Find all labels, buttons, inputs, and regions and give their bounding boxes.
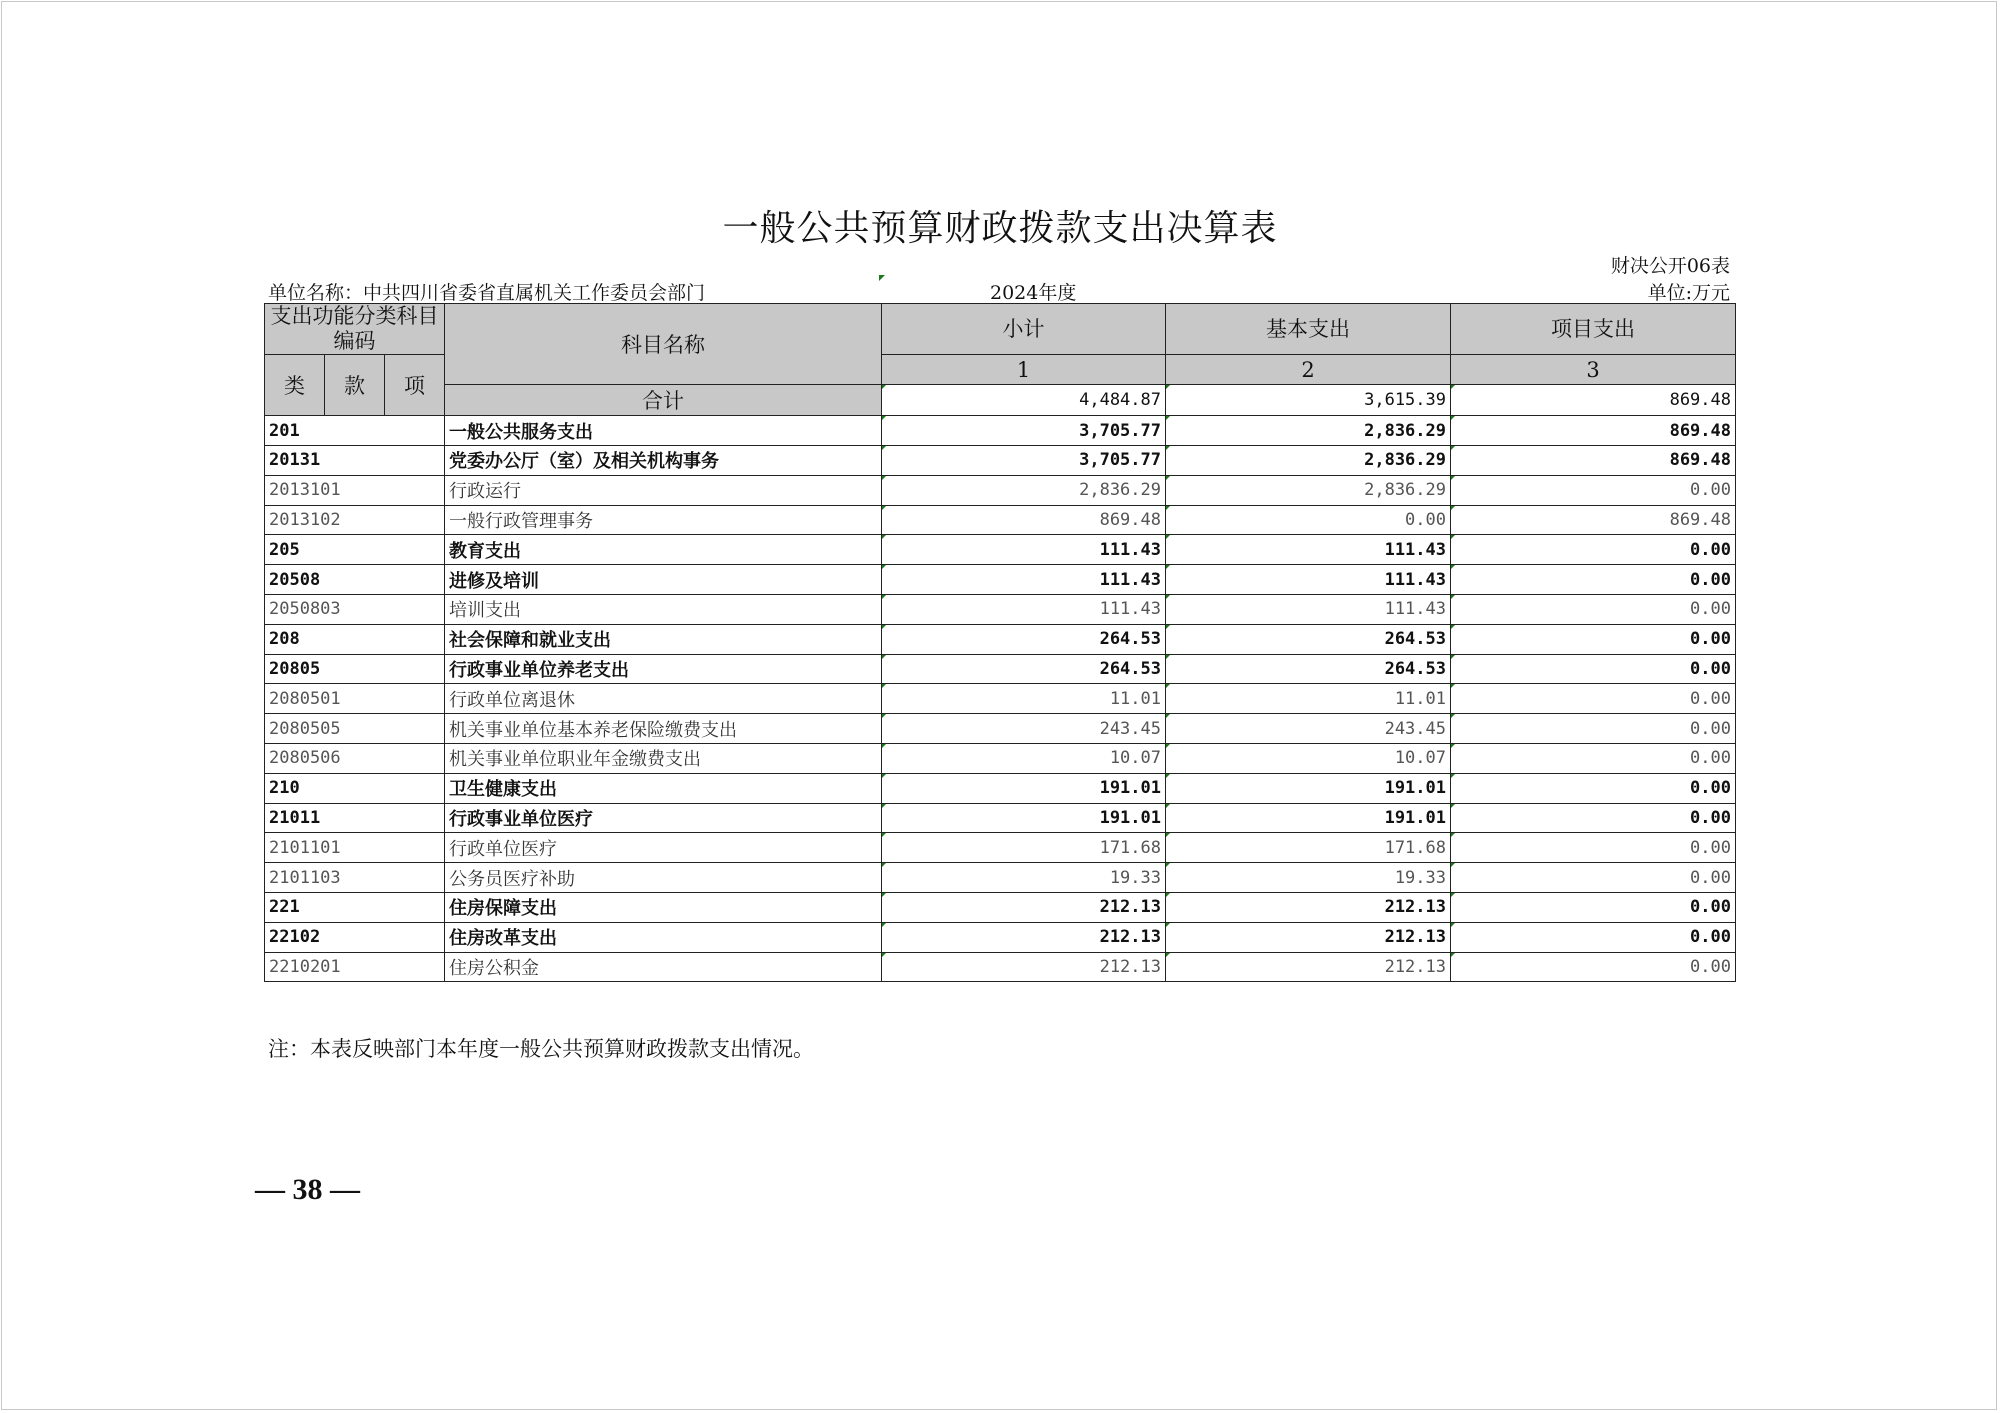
- row-subtotal: 243.45: [882, 714, 1166, 744]
- table-row: [265, 505, 1736, 535]
- row-code: 21011: [265, 803, 445, 833]
- row-basic: 243.45: [1166, 714, 1451, 744]
- table-row: [265, 535, 1736, 565]
- row-basic: 171.68: [1166, 833, 1451, 863]
- row-name: 培训支出: [445, 594, 882, 624]
- row-project: 0.00: [1451, 743, 1736, 773]
- name-header: 科目名称: [445, 304, 882, 385]
- row-basic: 111.43: [1166, 594, 1451, 624]
- row-project: 0.00: [1451, 654, 1736, 684]
- row-subtotal: 111.43: [882, 565, 1166, 595]
- row-name: 党委办公厅（室）及相关机构事务: [445, 445, 882, 475]
- table-row: [265, 892, 1736, 922]
- fiscal-year: 2024年度: [990, 282, 1077, 304]
- table-row: [265, 416, 1736, 446]
- page-title: 一般公共预算财政拨款支出决算表: [722, 208, 1278, 249]
- row-name: 卫生健康支出: [445, 773, 882, 803]
- row-project: 0.00: [1451, 684, 1736, 714]
- row-project: 0.00: [1451, 535, 1736, 565]
- row-project: 0.00: [1451, 565, 1736, 595]
- row-code: 2101103: [265, 863, 445, 893]
- row-code: 2050803: [265, 594, 445, 624]
- row-code: 2013102: [265, 505, 445, 535]
- row-code: 210: [265, 773, 445, 803]
- row-basic: 212.13: [1166, 952, 1451, 982]
- row-subtotal: 212.13: [882, 922, 1166, 952]
- row-project: 0.00: [1451, 714, 1736, 744]
- cell-marker-icon: [879, 275, 885, 281]
- row-subtotal: 3,705.77: [882, 445, 1166, 475]
- col-number-2: 2: [1166, 355, 1451, 385]
- row-project: 0.00: [1451, 922, 1736, 952]
- row-name: 公务员医疗补助: [445, 863, 882, 893]
- row-basic: 0.00: [1166, 505, 1451, 535]
- row-subtotal: 191.01: [882, 803, 1166, 833]
- row-subtotal: 191.01: [882, 773, 1166, 803]
- total-basic: 3,615.39: [1166, 385, 1451, 416]
- table-row: [265, 594, 1736, 624]
- unit-name: 单位名称：中共四川省委省直属机关工作委员会部门: [268, 282, 706, 304]
- row-basic: 212.13: [1166, 922, 1451, 952]
- row-code: 22102: [265, 922, 445, 952]
- table-row: [265, 922, 1736, 952]
- row-code: 2013101: [265, 475, 445, 505]
- row-subtotal: 212.13: [882, 892, 1166, 922]
- row-subtotal: 264.53: [882, 654, 1166, 684]
- total-project: 869.48: [1451, 385, 1736, 416]
- row-basic: 191.01: [1166, 773, 1451, 803]
- row-basic: 10.07: [1166, 743, 1451, 773]
- table-row: [265, 475, 1736, 505]
- row-code: 2210201: [265, 952, 445, 982]
- row-name: 住房改革支出: [445, 922, 882, 952]
- row-project: 0.00: [1451, 624, 1736, 654]
- row-code: 2080506: [265, 743, 445, 773]
- row-code: 20508: [265, 565, 445, 595]
- row-subtotal: 869.48: [882, 505, 1166, 535]
- row-project: 0.00: [1451, 833, 1736, 863]
- form-number: 财决公开06表: [1610, 255, 1730, 277]
- table-row: [265, 743, 1736, 773]
- row-project: 0.00: [1451, 952, 1736, 982]
- row-project: 0.00: [1451, 773, 1736, 803]
- row-basic: 264.53: [1166, 654, 1451, 684]
- page-number: — 38 —: [255, 1173, 360, 1206]
- col-number-1: 1: [882, 355, 1166, 385]
- table-row: [265, 833, 1736, 863]
- row-basic: 19.33: [1166, 863, 1451, 893]
- row-name: 行政运行: [445, 475, 882, 505]
- row-basic: 111.43: [1166, 565, 1451, 595]
- row-name: 一般公共服务支出: [445, 416, 882, 446]
- row-name: 机关事业单位职业年金缴费支出: [445, 743, 882, 773]
- row-name: 社会保障和就业支出: [445, 624, 882, 654]
- row-basic: 2,836.29: [1166, 475, 1451, 505]
- row-code: 201: [265, 416, 445, 446]
- row-name: 住房公积金: [445, 952, 882, 982]
- row-code: 221: [265, 892, 445, 922]
- table-row: [265, 952, 1736, 982]
- table-row: [265, 714, 1736, 744]
- row-name: 进修及培训: [445, 565, 882, 595]
- kuan-header: 款: [325, 355, 385, 416]
- total-label: 合计: [445, 385, 882, 416]
- row-name: 行政事业单位养老支出: [445, 654, 882, 684]
- row-subtotal: 10.07: [882, 743, 1166, 773]
- row-subtotal: 212.13: [882, 952, 1166, 982]
- row-name: 教育支出: [445, 535, 882, 565]
- row-subtotal: 11.01: [882, 684, 1166, 714]
- table-row: [265, 624, 1736, 654]
- row-project: 869.48: [1451, 416, 1736, 446]
- row-project: 0.00: [1451, 892, 1736, 922]
- table-row: [265, 863, 1736, 893]
- row-name: 机关事业单位基本养老保险缴费支出: [445, 714, 882, 744]
- row-name: 行政单位离退休: [445, 684, 882, 714]
- row-subtotal: 2,836.29: [882, 475, 1166, 505]
- table-row: [265, 803, 1736, 833]
- table-row: [265, 445, 1736, 475]
- row-project: 0.00: [1451, 863, 1736, 893]
- row-subtotal: 171.68: [882, 833, 1166, 863]
- row-name: 行政事业单位医疗: [445, 803, 882, 833]
- table-note: 注：本表反映部门本年度一般公共预算财政拨款支出情况。: [268, 1037, 814, 1061]
- row-project: 869.48: [1451, 505, 1736, 535]
- xiang-header: 项: [385, 355, 445, 416]
- row-project: 0.00: [1451, 594, 1736, 624]
- currency-unit: 单位:万元: [1647, 282, 1730, 304]
- row-code: 208: [265, 624, 445, 654]
- row-project: 0.00: [1451, 475, 1736, 505]
- row-basic: 191.01: [1166, 803, 1451, 833]
- row-basic: 11.01: [1166, 684, 1451, 714]
- row-name: 行政单位医疗: [445, 833, 882, 863]
- row-basic: 2,836.29: [1166, 445, 1451, 475]
- budget-table: [264, 303, 1736, 982]
- row-basic: 2,836.29: [1166, 416, 1451, 446]
- row-project: 869.48: [1451, 445, 1736, 475]
- row-basic: 111.43: [1166, 535, 1451, 565]
- table-row: [265, 773, 1736, 803]
- row-code: 2080505: [265, 714, 445, 744]
- subtotal-header: 小计: [882, 304, 1166, 355]
- basic-header: 基本支出: [1166, 304, 1451, 355]
- row-code: 20805: [265, 654, 445, 684]
- row-code: 20131: [265, 445, 445, 475]
- code-group-header: 支出功能分类科目编码: [265, 304, 445, 355]
- table-row: [265, 684, 1736, 714]
- row-name: 一般行政管理事务: [445, 505, 882, 535]
- row-subtotal: 111.43: [882, 594, 1166, 624]
- total-subtotal: 4,484.87: [882, 385, 1166, 416]
- table-body: [265, 416, 1736, 982]
- lei-header: 类: [265, 355, 325, 416]
- project-header: 项目支出: [1451, 304, 1736, 355]
- row-subtotal: 19.33: [882, 863, 1166, 893]
- row-basic: 264.53: [1166, 624, 1451, 654]
- table-row: [265, 654, 1736, 684]
- row-code: 2101101: [265, 833, 445, 863]
- row-basic: 212.13: [1166, 892, 1451, 922]
- row-code: 2080501: [265, 684, 445, 714]
- row-subtotal: 3,705.77: [882, 416, 1166, 446]
- row-code: 205: [265, 535, 445, 565]
- row-name: 住房保障支出: [445, 892, 882, 922]
- col-number-3: 3: [1451, 355, 1736, 385]
- row-subtotal: 111.43: [882, 535, 1166, 565]
- row-subtotal: 264.53: [882, 624, 1166, 654]
- table-row: [265, 565, 1736, 595]
- row-project: 0.00: [1451, 803, 1736, 833]
